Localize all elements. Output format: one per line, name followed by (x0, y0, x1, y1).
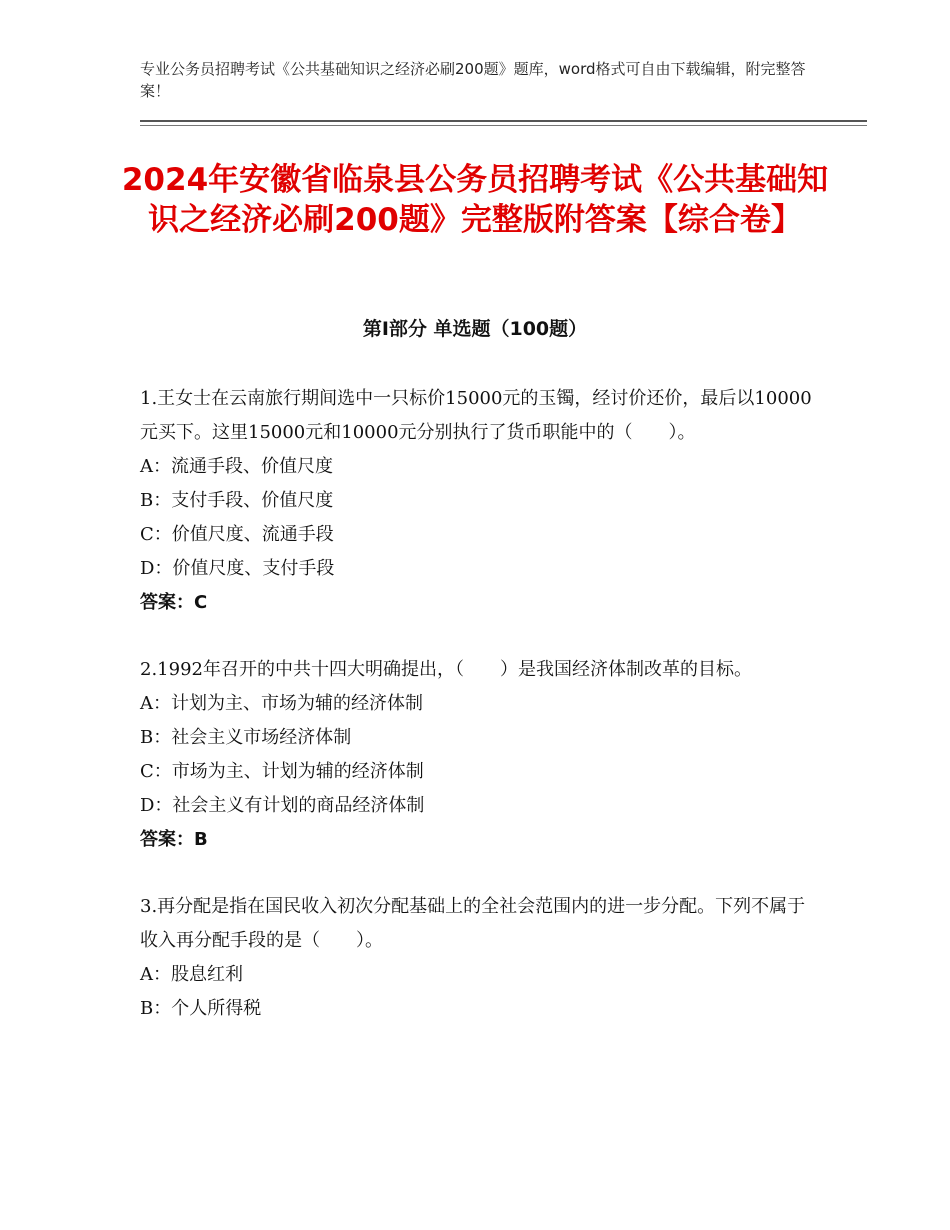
header-rule (140, 120, 867, 122)
option-d: D：社会主义有计划的商品经济体制 (140, 795, 425, 816)
option-b: B：社会主义市场经济体制 (140, 727, 352, 748)
option-c: C：价值尺度、流通手段 (140, 524, 334, 545)
option-a: A：股息红利 (140, 964, 243, 985)
option-b: B：个人所得税 (140, 998, 262, 1019)
header-rule-thin (140, 125, 867, 126)
option-a: A：流通手段、价值尺度 (140, 456, 333, 477)
question-stem: 2.1992年召开的中共十四大明确提出，（ ）是我国经济体制改革的目标。 (140, 659, 752, 680)
option-c: C：市场为主、计划为辅的经济体制 (140, 761, 424, 782)
option-d: D：价值尺度、支付手段 (140, 558, 335, 579)
option-a: A：计划为主、市场为辅的经济体制 (140, 693, 423, 714)
question-3 (140, 890, 820, 1026)
question-stem: 1.王女士在云南旅行期间选中一只标价15000元的玉镯，经讨价还价，最后以10000元买下。这里15000元和10000元分别执行了货币职能中的（ ）。 (140, 388, 812, 443)
question-list (140, 382, 820, 1059)
section-heading: 第Ⅰ部分 单选题（100题） (362, 318, 588, 340)
header-note: 专业公务员招聘考试《公共基础知识之经济必刷200题》题库，word格式可自由下载编辑，附完整答案！ (140, 60, 806, 100)
document-title: 2024年安徽省临泉县公务员招聘考试《公共基础知识之经济必刷200题》完整版附答案【综合卷】 (121, 162, 829, 238)
question-2 (140, 653, 820, 857)
option-b: B：支付手段、价值尺度 (140, 490, 334, 511)
question-1 (140, 382, 820, 620)
question-stem: 3.再分配是指在国民收入初次分配基础上的全社会范围内的进一步分配。下列不属于收入再分配手段的是（ ）。 (140, 896, 806, 951)
answer: 答案：C (140, 592, 208, 613)
answer: 答案：B (140, 829, 208, 850)
